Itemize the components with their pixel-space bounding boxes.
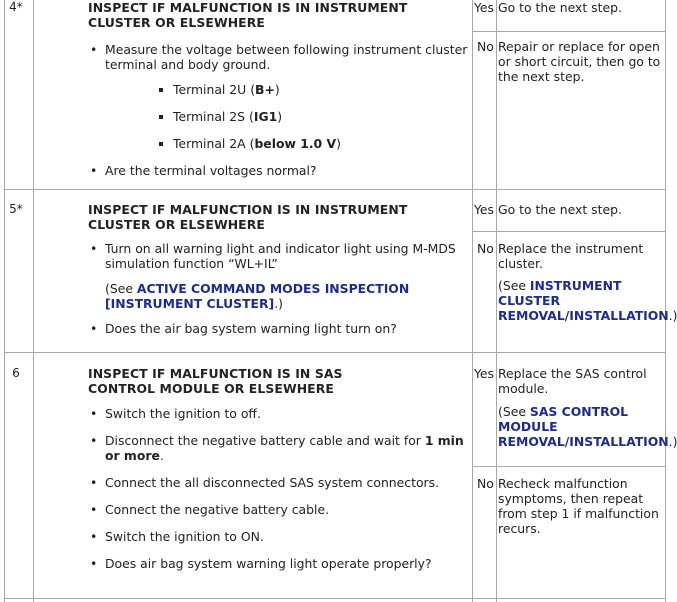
bullet-list (88, 406, 468, 571)
yes-label: Yes (474, 0, 495, 15)
yes-no-divider (473, 231, 666, 232)
no-label: No (477, 241, 494, 256)
step-content (88, 202, 468, 336)
list-item: • Connect the all disconnected SAS system connectors. (88, 475, 468, 490)
bullet-list (88, 163, 468, 178)
step-number: 5* (9, 202, 23, 216)
step-content (88, 0, 468, 178)
bullet-list (88, 321, 468, 336)
see-reference: (See ACTIVE COMMAND MODES INSPECTION [INSTRUMENT CLUSTER].) (105, 281, 410, 311)
no-result: Repair or replace for open or short circuit, then go to the next step. (498, 39, 661, 84)
row-divider (4, 352, 666, 353)
list-item: • Switch the ignition to ON. (88, 529, 468, 544)
row-divider (4, 598, 666, 599)
yes-no-divider (473, 31, 666, 32)
list-item: • Are the terminal voltages normal? (88, 163, 468, 178)
step-content (88, 366, 468, 571)
step-number: 4* (9, 0, 23, 14)
yes-result: Go to the next step. (498, 202, 622, 217)
list-item: • Disconnect the negative battery cable and wait for 1 min or more. (88, 433, 468, 463)
table-divider-yesno (496, 0, 497, 602)
active-command-modes-link[interactable]: ACTIVE COMMAND MODES INSPECTION [INSTRUMENT CLUSTER] (105, 281, 410, 311)
row-divider (4, 189, 666, 190)
sas-control-module-link[interactable]: SAS CONTROL MODULE REMOVAL/INSTALLATION (498, 404, 669, 449)
list-item: • Switch the ignition to off. (88, 406, 468, 421)
no-result: Replace the instrument cluster. (See INSTRUMENT CLUSTER REMOVAL/INSTALLATION.) (498, 241, 677, 323)
list-item: • Turn on all warning light and indicator light using M-MDS simulation function “WL+IL” (88, 241, 468, 271)
table-border-right (665, 0, 666, 602)
list-item: Terminal 2A (below 1.0 V) (156, 136, 468, 151)
step-title: INSPECT IF MALFUNCTION IS IN INSTRUMENT CLUSTER OR ELSEWHERE (88, 0, 408, 30)
table-divider-step (33, 0, 34, 602)
list-item: • Connect the negative battery cable. (88, 502, 468, 517)
bullet-list (88, 42, 468, 72)
list-item: • Does air bag system warning light operate properly? (88, 556, 468, 571)
list-item: • Does the air bag system warning light turn on? (88, 321, 468, 336)
instrument-cluster-link[interactable]: INSTRUMENT CLUSTER REMOVAL/INSTALLATION (498, 278, 669, 323)
yes-result: Replace the SAS control module. (See SAS CONTROL MODULE REMOVAL/INSTALLATION.) (498, 366, 677, 449)
see-reference: (See INSTRUMENT CLUSTER REMOVAL/INSTALLATION.) (498, 278, 677, 323)
no-label: No (477, 39, 494, 54)
step-number: 6 (12, 366, 20, 380)
step-title: INSPECT IF MALFUNCTION IS IN INSTRUMENT CLUSTER OR ELSEWHERE (88, 202, 408, 232)
terminal-list (156, 82, 468, 151)
yes-result: Go to the next step. (498, 0, 622, 15)
list-item: • Measure the voltage between following instrument cluster terminal and body ground. (88, 42, 468, 72)
yes-label: Yes (474, 202, 495, 217)
yes-label: Yes (474, 366, 495, 381)
see-reference: (See SAS CONTROL MODULE REMOVAL/INSTALLATION.) (498, 404, 677, 449)
list-item: Terminal 2S (IG1) (156, 109, 468, 124)
step-title: INSPECT IF MALFUNCTION IS IN SAS CONTROL MODULE OR ELSEWHERE (88, 366, 343, 396)
list-item: Terminal 2U (B+) (156, 82, 468, 97)
yes-no-divider (473, 466, 666, 467)
bullet-list (88, 241, 468, 271)
no-label: No (477, 476, 494, 491)
table-border-left (4, 0, 5, 602)
no-result: Recheck malfunction symptoms, then repeat from step 1 if malfunction recurs. (498, 476, 659, 536)
table-divider-content (472, 0, 473, 602)
